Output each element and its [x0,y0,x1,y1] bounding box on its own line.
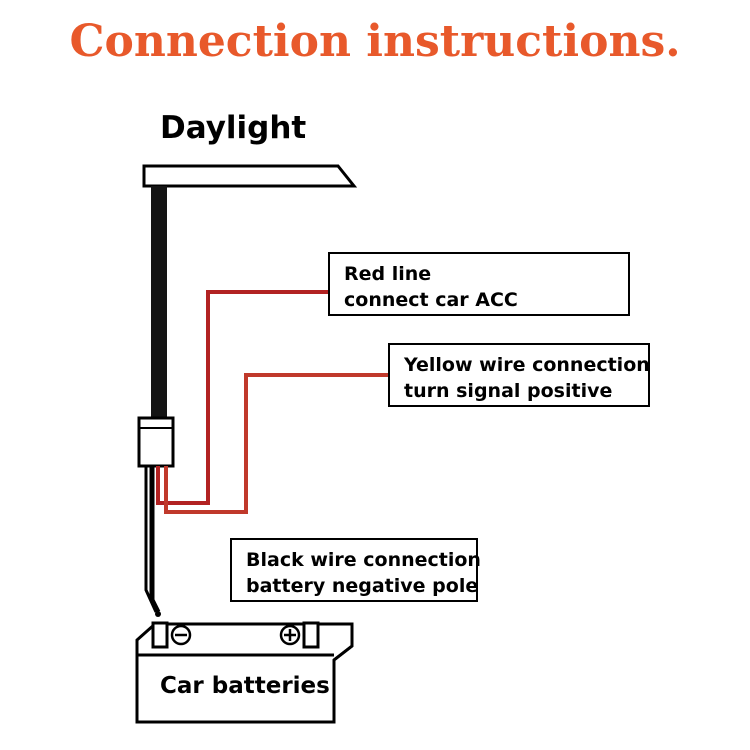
daylight-lamp [144,166,354,186]
callout-yellow-line-2: turn signal positive [404,379,613,402]
yellow-wire [166,375,388,512]
callout-black-line-1: Black wire connection [246,549,481,571]
callout-black-line-2: battery negative pole [246,574,479,597]
car-batteries-label: Car batteries [160,673,330,699]
callout-red-line-1: Red line [344,263,432,285]
main-cable [151,186,167,418]
callout-red-line-2: connect car ACC [344,288,518,311]
daylight-label: Daylight [160,110,307,146]
callout-yellow-wire [388,343,650,407]
callout-yellow-line-1: Yellow wire connection [404,354,650,376]
page-title: Connection instructions. [69,16,681,67]
cable-connector [139,418,173,466]
callout-black-wire [230,538,481,602]
callout-red-line [328,252,630,316]
